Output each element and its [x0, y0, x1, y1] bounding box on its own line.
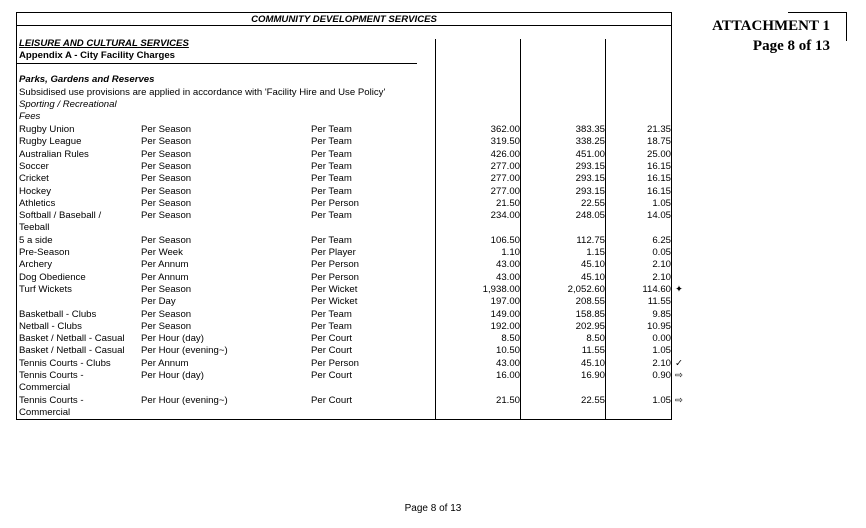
fee-name: Netball - Clubs — [19, 320, 82, 332]
table-row — [0, 333, 866, 345]
fee-unit: Per Team — [311, 308, 352, 320]
fee-proposed: 45.10 — [580, 357, 605, 369]
table-row — [0, 259, 866, 271]
fee-period: Per Annum — [141, 357, 189, 369]
fee-current: 1,938.00 — [482, 283, 520, 295]
fee-name: Dog Obedience — [19, 271, 86, 283]
fee-current: 426.00 — [490, 148, 520, 160]
fee-current: 277.00 — [490, 185, 520, 197]
fee-proposed: 1.15 — [586, 247, 605, 258]
fee-proposed: 22.55 — [580, 197, 605, 209]
fee-unit: Per Court — [311, 394, 353, 406]
fee-increase: 21.35 — [646, 124, 671, 135]
header-rule — [17, 25, 671, 26]
fee-unit: Per Team — [311, 136, 352, 148]
fee-period: Per Season — [141, 197, 192, 209]
fee-increase: 18.75 — [646, 136, 671, 148]
footer-page-number: Page 8 of 13 — [404, 503, 462, 514]
fee-period: Per Season — [141, 320, 192, 332]
fee-current: 149.00 — [490, 308, 520, 320]
fee-period: Per Hour (day) — [141, 333, 204, 345]
fee-increase: 10.95 — [646, 320, 671, 332]
table-row — [0, 407, 866, 419]
fee-name: Tennis Courts - Clubs — [19, 357, 111, 369]
fee-name: Turf Wickets — [19, 283, 72, 295]
fee-period: Per Season — [141, 136, 192, 148]
table-row — [0, 235, 866, 247]
fee-unit: Per Team — [311, 234, 352, 246]
fee-current: 362.00 — [490, 124, 520, 135]
fee-unit: Per Court — [311, 370, 353, 381]
fee-name: Commercial — [19, 382, 71, 394]
fee-period: Per Hour (day) — [141, 370, 204, 381]
fee-increase: 1.05 — [652, 345, 671, 357]
fee-proposed: 293.15 — [575, 173, 605, 185]
table-row — [0, 247, 866, 259]
department-title: COMMUNITY DEVELOPMENT SERVICES — [251, 14, 437, 25]
fee-proposed: 383.35 — [575, 124, 605, 135]
fee-proposed: 208.55 — [575, 296, 605, 308]
fee-name: Soccer — [19, 160, 49, 172]
fee-increase: 11.55 — [647, 296, 671, 308]
fee-name: Teeball — [19, 222, 50, 234]
fee-increase: 0.05 — [652, 247, 671, 258]
table-row — [0, 161, 866, 173]
fee-name: Rugby Union — [19, 124, 75, 135]
table-row — [0, 210, 866, 222]
appendix-rule — [17, 63, 417, 64]
fee-period: Per Annum — [141, 271, 189, 283]
table-row — [0, 173, 866, 185]
fee-proposed: 248.05 — [575, 210, 605, 222]
attachment-label: ATTACHMENT 1 — [712, 18, 830, 34]
fee-period: Per Annum — [141, 259, 189, 271]
fee-increase: 114.60 — [642, 283, 671, 295]
fee-increase: 2.10 — [652, 259, 671, 271]
table-row — [0, 186, 866, 198]
fees-label: Fees — [19, 111, 41, 122]
fee-increase: 25.00 — [646, 148, 671, 160]
fee-proposed: 293.15 — [575, 185, 605, 197]
fee-name: Tennis Courts - — [19, 394, 84, 406]
fee-proposed: 45.10 — [580, 271, 605, 283]
fee-current: 1.10 — [501, 247, 520, 258]
fee-unit: Per Wicket — [311, 296, 358, 308]
attachment-page: Page 8 of 13 — [752, 38, 830, 54]
fee-current: 319.50 — [490, 136, 520, 148]
fee-current: 234.00 — [490, 210, 520, 222]
fee-current: 21.50 — [495, 394, 520, 406]
fee-current: 43.00 — [495, 271, 520, 283]
fee-proposed: 22.55 — [580, 394, 605, 406]
fee-unit: Per Team — [311, 210, 352, 222]
table-row — [0, 198, 866, 210]
fee-current: 21.50 — [495, 197, 520, 209]
fee-period: Per Hour (evening~) — [141, 394, 228, 406]
table-row — [0, 136, 866, 148]
table-row — [0, 309, 866, 321]
fee-proposed: 8.50 — [586, 333, 605, 345]
fee-period: Per Week — [141, 247, 183, 258]
fee-proposed: 2,052.60 — [567, 283, 605, 295]
table-row — [0, 321, 866, 333]
fee-increase: 1.05 — [652, 197, 671, 209]
fee-proposed: 45.10 — [580, 259, 605, 271]
fee-current: 277.00 — [490, 160, 520, 172]
table-row — [0, 345, 866, 357]
fee-name: Cricket — [19, 173, 49, 185]
fee-name: Athletics — [19, 197, 56, 209]
fee-unit: Per Team — [311, 160, 352, 172]
fee-name: Hockey — [19, 185, 51, 197]
fee-current: 192.00 — [490, 320, 520, 332]
fee-increase: 0.90 — [652, 370, 671, 381]
fee-mark: ⇨ — [675, 394, 684, 406]
fee-proposed: 202.95 — [575, 320, 605, 332]
attachment-block — [712, 16, 830, 56]
table-row — [0, 358, 866, 370]
fee-period: Per Season — [141, 124, 192, 135]
fee-current: 43.00 — [495, 259, 520, 271]
fee-increase: 1.05 — [652, 394, 671, 406]
fee-proposed: 451.00 — [575, 148, 605, 160]
fee-unit: Per Wicket — [311, 283, 358, 295]
table-row — [0, 296, 866, 308]
fee-period: Per Season — [141, 173, 192, 185]
fee-increase: 2.10 — [652, 271, 671, 283]
table-row — [0, 370, 866, 382]
fee-name: Softball / Baseball / — [19, 210, 102, 222]
fee-current: 8.50 — [501, 333, 520, 345]
fee-unit: Per Person — [311, 259, 359, 271]
fee-current: 43.00 — [495, 357, 520, 369]
fee-proposed: 16.90 — [580, 370, 605, 381]
fee-current: 106.50 — [490, 234, 520, 246]
fee-mark: ⇨ — [675, 370, 684, 381]
fee-name: Basketball - Clubs — [19, 308, 97, 320]
fee-current: 10.50 — [495, 345, 520, 357]
fee-mark: ✓ — [675, 357, 684, 369]
fee-name: Tennis Courts - — [19, 370, 84, 381]
table-row — [0, 382, 866, 394]
table-row — [0, 222, 866, 234]
fee-increase: 6.25 — [652, 234, 671, 246]
fee-name: 5 a side — [19, 234, 53, 246]
fee-period: Per Hour (evening~) — [141, 345, 228, 357]
table-row — [0, 395, 866, 407]
table-row — [0, 124, 866, 136]
fee-period: Per Season — [141, 234, 192, 246]
fee-period: Per Season — [141, 210, 192, 222]
fee-increase: 0.00 — [652, 333, 671, 345]
fee-unit: Per Team — [311, 320, 352, 332]
fee-unit: Per Person — [311, 357, 359, 369]
fee-unit: Per Team — [311, 124, 352, 135]
table-row — [0, 149, 866, 161]
fee-period: Per Season — [141, 160, 192, 172]
fee-period: Per Season — [141, 185, 192, 197]
fee-unit: Per Team — [311, 148, 352, 160]
fee-period: Per Day — [141, 296, 176, 308]
fee-name: Basket / Netball - Casual — [19, 345, 125, 357]
fee-unit: Per Player — [311, 247, 356, 258]
fee-name: Commercial — [19, 406, 71, 418]
fee-proposed: 112.75 — [576, 234, 605, 246]
fee-increase: 2.10 — [652, 357, 671, 369]
fee-increase: 14.05 — [646, 210, 671, 222]
fee-increase: 16.15 — [646, 173, 671, 185]
fee-name: Pre-Season — [19, 247, 70, 258]
fee-unit: Per Person — [311, 197, 359, 209]
table-row — [0, 272, 866, 284]
fee-increase: 16.15 — [646, 160, 671, 172]
fee-period: Per Season — [141, 148, 192, 160]
section-title: LEISURE AND CULTURAL SERVICES — [19, 38, 189, 49]
fee-name: Australian Rules — [19, 148, 89, 160]
fee-unit: Per Court — [311, 345, 353, 357]
fee-period: Per Season — [141, 308, 192, 320]
table-row — [0, 284, 866, 296]
fee-current: 16.00 — [495, 370, 520, 381]
fee-current: 277.00 — [490, 173, 520, 185]
fee-proposed: 338.25 — [575, 136, 605, 148]
fee-name: Rugby League — [19, 136, 82, 148]
category-title: Parks, Gardens and Reserves — [19, 74, 155, 85]
policy-note: Subsidised use provisions are applied in accordance with 'Facility Hire and Use Policy' — [19, 87, 386, 98]
subcategory-title: Sporting / Recreational — [19, 99, 117, 110]
fee-name: Archery — [19, 259, 53, 271]
fee-unit: Per Team — [311, 185, 352, 197]
fee-proposed: 158.85 — [575, 308, 605, 320]
fee-name: Basket / Netball - Casual — [19, 333, 125, 345]
fee-unit: Per Person — [311, 271, 359, 283]
fee-proposed: 11.55 — [581, 345, 605, 357]
fee-increase: 16.15 — [646, 185, 671, 197]
fee-period: Per Season — [141, 283, 192, 295]
fee-current: 197.00 — [490, 296, 520, 308]
fee-increase: 9.85 — [652, 308, 671, 320]
fee-mark: ✦ — [675, 283, 684, 295]
fee-unit: Per Team — [311, 173, 352, 185]
fee-proposed: 293.15 — [575, 160, 605, 172]
appendix-title: Appendix A - City Facility Charges — [19, 50, 176, 61]
fee-unit: Per Court — [311, 333, 353, 345]
